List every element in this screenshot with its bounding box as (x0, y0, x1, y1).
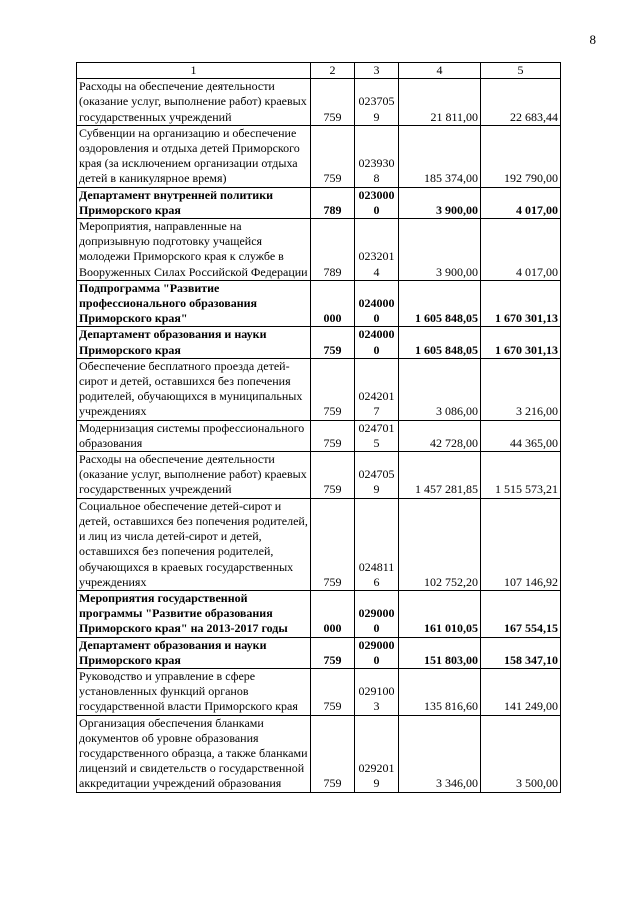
table-row (77, 125, 561, 187)
row-target-cell: 0232014 (355, 219, 399, 281)
row-target-cell: 0291003 (355, 668, 399, 715)
row-value-2017-cell: 22 683,44 (481, 79, 561, 126)
row-target-cell: 0242017 (355, 358, 399, 420)
table-row (77, 590, 561, 637)
header-row (77, 63, 561, 79)
table-row (77, 358, 561, 420)
row-code-cell: 789 (311, 187, 355, 218)
row-code-cell: 000 (311, 280, 355, 327)
row-value-2017-cell: 1 670 301,13 (481, 327, 561, 358)
row-code-cell: 759 (311, 420, 355, 451)
header-cell: 1 (77, 63, 311, 79)
table-row (77, 280, 561, 327)
row-value-2017-cell: 141 249,00 (481, 668, 561, 715)
row-code-cell: 759 (311, 452, 355, 499)
row-name-cell: Департамент образования и науки Приморского края (77, 637, 311, 668)
row-name-cell: Мероприятия, направленные на допризывную подготовку учащейся молодежи Приморского края к службе в Вооруженных Силах Российской Федерации (77, 219, 311, 281)
budget-table (76, 62, 561, 793)
row-value-2016-cell: 3 900,00 (399, 219, 481, 281)
row-target-cell: 0240000 (355, 327, 399, 358)
row-code-cell: 759 (311, 327, 355, 358)
row-target-cell: 0240000 (355, 280, 399, 327)
table-row (77, 420, 561, 451)
row-value-2016-cell: 185 374,00 (399, 125, 481, 187)
row-name-cell: Департамент внутренней политики Приморского края (77, 187, 311, 218)
table-row (77, 219, 561, 281)
row-value-2016-cell: 1 457 281,85 (399, 452, 481, 499)
row-name-cell: Социальное обеспечение детей-сирот и детей, оставшихся без попечения родителей, и лиц из числа детей-сирот и детей, оставшихся без попечения родителей, обучающихся в краевых государственных учреждениях (77, 498, 311, 590)
header-cell: 3 (355, 63, 399, 79)
row-name-cell: Расходы на обеспечение деятельности (оказание услуг, выполнение работ) краевых государственных учреждений (77, 79, 311, 126)
table-row (77, 79, 561, 126)
row-code-cell: 759 (311, 498, 355, 590)
row-code-cell: 759 (311, 668, 355, 715)
row-value-2017-cell: 4 017,00 (481, 219, 561, 281)
row-name-cell: Обеспечение бесплатного проезда детей-сирот и детей, оставшихся без попечения родителей, обучающихся в муниципальных учреждениях (77, 358, 311, 420)
row-name-cell: Подпрограмма "Развитие профессионального образования Приморского края" (77, 280, 311, 327)
row-code-cell: 759 (311, 125, 355, 187)
row-value-2016-cell: 161 010,05 (399, 590, 481, 637)
row-value-2016-cell: 151 803,00 (399, 637, 481, 668)
row-value-2017-cell: 1 670 301,13 (481, 280, 561, 327)
row-target-cell: 0237059 (355, 79, 399, 126)
row-code-cell: 789 (311, 219, 355, 281)
row-value-2016-cell: 21 811,00 (399, 79, 481, 126)
header-cell: 2 (311, 63, 355, 79)
header-cell: 5 (481, 63, 561, 79)
row-name-cell: Субвенции на организацию и обеспечение оздоровления и отдыха детей Приморского края (за исключением организации отдыха детей в каникулярное время) (77, 125, 311, 187)
row-value-2017-cell: 192 790,00 (481, 125, 561, 187)
header-cell: 4 (399, 63, 481, 79)
row-target-cell: 0248116 (355, 498, 399, 590)
row-target-cell: 0290000 (355, 637, 399, 668)
row-value-2017-cell: 44 365,00 (481, 420, 561, 451)
row-target-cell: 0230000 (355, 187, 399, 218)
row-value-2016-cell: 135 816,60 (399, 668, 481, 715)
row-value-2016-cell: 3 346,00 (399, 715, 481, 792)
row-code-cell: 759 (311, 715, 355, 792)
row-code-cell: 000 (311, 590, 355, 637)
row-code-cell: 759 (311, 79, 355, 126)
row-name-cell: Организация обеспечения бланками документов об уровне образования государственного образца, а также бланками лицензий и свидетельств о государственной аккредитации учреждений образования (77, 715, 311, 792)
row-value-2017-cell: 3 500,00 (481, 715, 561, 792)
table-row (77, 452, 561, 499)
row-name-cell: Расходы на обеспечение деятельности (оказание услуг, выполнение работ) краевых государственных учреждений (77, 452, 311, 499)
page-number: 8 (589, 32, 596, 47)
row-target-cell: 0292019 (355, 715, 399, 792)
table-row (77, 327, 561, 358)
row-target-cell: 0247059 (355, 452, 399, 499)
row-target-cell: 0247015 (355, 420, 399, 451)
row-value-2017-cell: 167 554,15 (481, 590, 561, 637)
row-value-2016-cell: 3 086,00 (399, 358, 481, 420)
row-name-cell: Руководство и управление в сфере установленных функций органов государственной власти Приморского края (77, 668, 311, 715)
row-target-cell: 0239308 (355, 125, 399, 187)
table-body (77, 79, 561, 792)
row-name-cell: Департамент образования и науки Приморского края (77, 327, 311, 358)
row-value-2017-cell: 4 017,00 (481, 187, 561, 218)
row-value-2016-cell: 3 900,00 (399, 187, 481, 218)
table-row (77, 715, 561, 792)
row-value-2016-cell: 42 728,00 (399, 420, 481, 451)
row-value-2017-cell: 3 216,00 (481, 358, 561, 420)
table-row (77, 637, 561, 668)
row-target-cell: 0290000 (355, 590, 399, 637)
row-value-2016-cell: 1 605 848,05 (399, 327, 481, 358)
row-name-cell: Мероприятия государственной программы "Развитие образования Приморского края" на 2013-2017 годы (77, 590, 311, 637)
row-value-2016-cell: 102 752,20 (399, 498, 481, 590)
row-code-cell: 759 (311, 358, 355, 420)
row-name-cell: Модернизация системы профессионального образования (77, 420, 311, 451)
row-code-cell: 759 (311, 637, 355, 668)
row-value-2017-cell: 1 515 573,21 (481, 452, 561, 499)
row-value-2017-cell: 107 146,92 (481, 498, 561, 590)
table-row (77, 668, 561, 715)
table-row (77, 187, 561, 218)
row-value-2017-cell: 158 347,10 (481, 637, 561, 668)
row-value-2016-cell: 1 605 848,05 (399, 280, 481, 327)
table-row (77, 498, 561, 590)
